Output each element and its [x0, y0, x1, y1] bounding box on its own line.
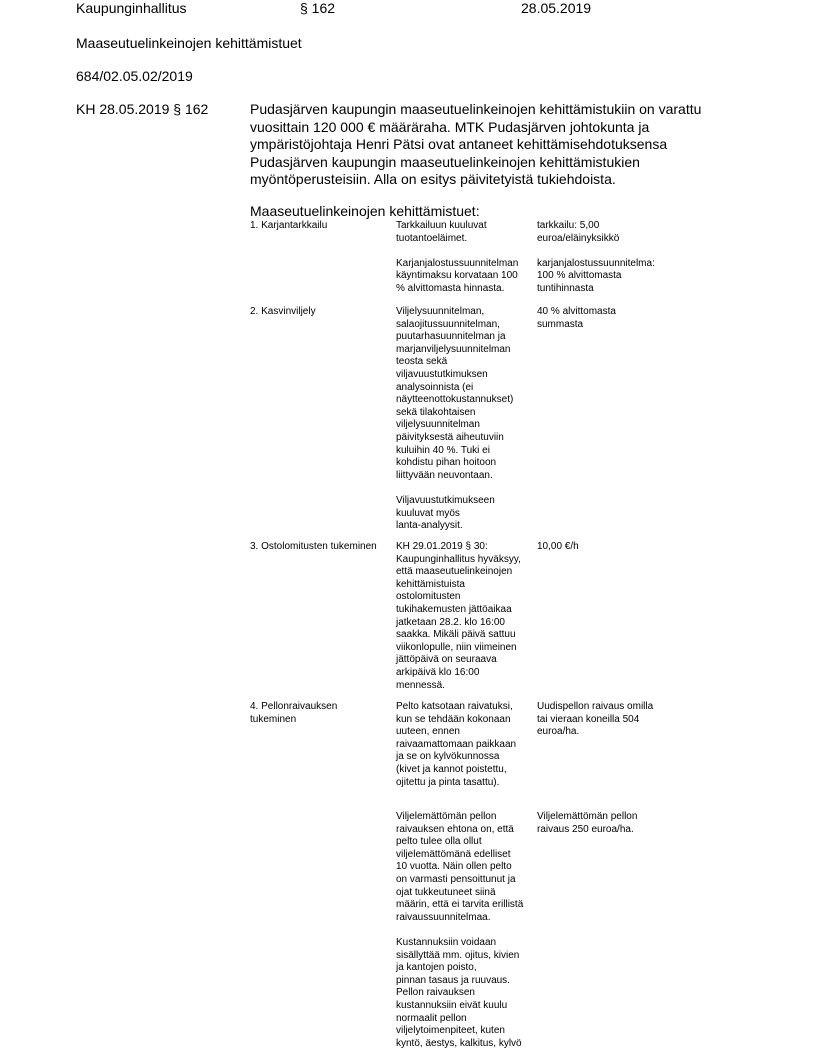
row-5-description: Viljelemättömän pellon raivauksen ehtona on, että pelto tulee olla ollut viljelemättömänä edelliset 10 vuotta. Näin ollen pelto on varmasti pensoittunut ja ojat tukkeutuneet siinä määrin, että ei tarvita erillistä raivaussuunnitelmaa. Kustannuksiin voidaan sisällyttää mm. ojitus, kivien ja kantojen poisto, pinnan tasaus ja ruuvaus. Pellon raivauksen kustannuksiin eivät kuulu normaalit pellon viljelytoimenpiteet, kuten kyntö, äestys, kalkitus, kylvö [396, 811, 524, 1049]
row-2-description: Viljelysuunnitelman, salaojitussuunnitelman, puutarhasuunnitelman ja marjanviljelysuunnitelman teosta sekä viljavuustutkimuksen analysoinnista (ei näytteenottokustannukset) sekä tilakohtaisen viljelysuunnitelman päivityksestä aiheutuviin kuluihin 40 %. Tuki ei kohdistu pihan hoitoon liittyvään neuvontaan. Viljavuustutkimukseen kuuluvat myös lanta-analyysit. [396, 306, 514, 532]
row-3-support: 10,00 €/h [537, 541, 579, 552]
body-line: myöntöperusteisiin. Alla on esitys päivitetyistä tukiehdoista. [250, 171, 616, 187]
body-line: Pudasjärven kaupungin maaseutuelinkeinojen kehittämistukien [250, 153, 640, 170]
row-3-category: 3. Ostolomitusten tukeminen [250, 541, 377, 552]
row-1-description: Tarkkailuun kuuluvat tuotantoeläimet. Karjanjalostussuunnitelman käyntimaksu korvataan 100 % alvittomasta hinnasta. [396, 220, 519, 294]
row-2-category: 2. Kasvinviljely [250, 306, 316, 317]
body-line: ympäristöjohtaja Henri Pätsi ovat antaneet kehittämisehdotuksensa [250, 136, 668, 152]
row-4-support: Uudispellon raivaus omilla tai vieraan koneilla 504 euroa/ha. [537, 701, 654, 738]
meeting-date: 28.05.2019 [521, 0, 592, 16]
row-1-category: 1. Karjantarkkailu [250, 220, 328, 231]
row-5-support: Viljelemättömän pellon raivaus 250 euroa/ha. [537, 811, 638, 835]
row-4-description: Pelto katsotaan raivatuksi, kun se tehdään kokonaan uuteen, ennen raivaamattomaan paikkaan ja se on kylvökunnossa (kivet ja kannot poistettu, ojitettu ja pinta tasattu). [396, 701, 517, 788]
body-text [250, 101, 701, 189]
table-title: Maaseutuelinkeinojen kehittämistuet: [250, 203, 480, 219]
body-line: Pudasjärven kaupungin maaseutuelinkeinojen kehittämistukiin on varattu [250, 101, 702, 117]
diary-number: 684/02.05.02/2019 [76, 68, 193, 84]
row-3-description: KH 29.01.2019 § 30: Kaupunginhallitus hyväksyy, että maaseutuelinkeinojen kehittämistuista ostolomitusten tukihakemusten jättöaikaa jatketaan 28.2. klo 16:00 saakka. Mikäli päivä sattuu viikonlopulle, niin viimeinen jättöpäivä on seuraava arkipäivä klo 16:00 mennessä. [396, 541, 521, 691]
section-number: § 162 [300, 0, 336, 16]
row-1-support: tarkkailu: 5,00 euroa/eläinyksikkö karjanjalostussuunnitelma: 100 % alvittomasta tuntihinnasta [537, 220, 655, 294]
row-2-support: 40 % alvittomasta summasta [537, 306, 616, 330]
row-4-category: 4. Pellonraivauksen tukeminen [250, 701, 338, 725]
organ-name: Kaupunginhallitus [76, 0, 187, 16]
body-line: vuosittain 120 000 € määräraha. MTK Pudasjärven johtokunta ja [250, 118, 650, 135]
subject-title: Maaseutuelinkeinojen kehittämistuet [76, 35, 302, 51]
reference-label: KH 28.05.2019 § 162 [76, 101, 209, 117]
